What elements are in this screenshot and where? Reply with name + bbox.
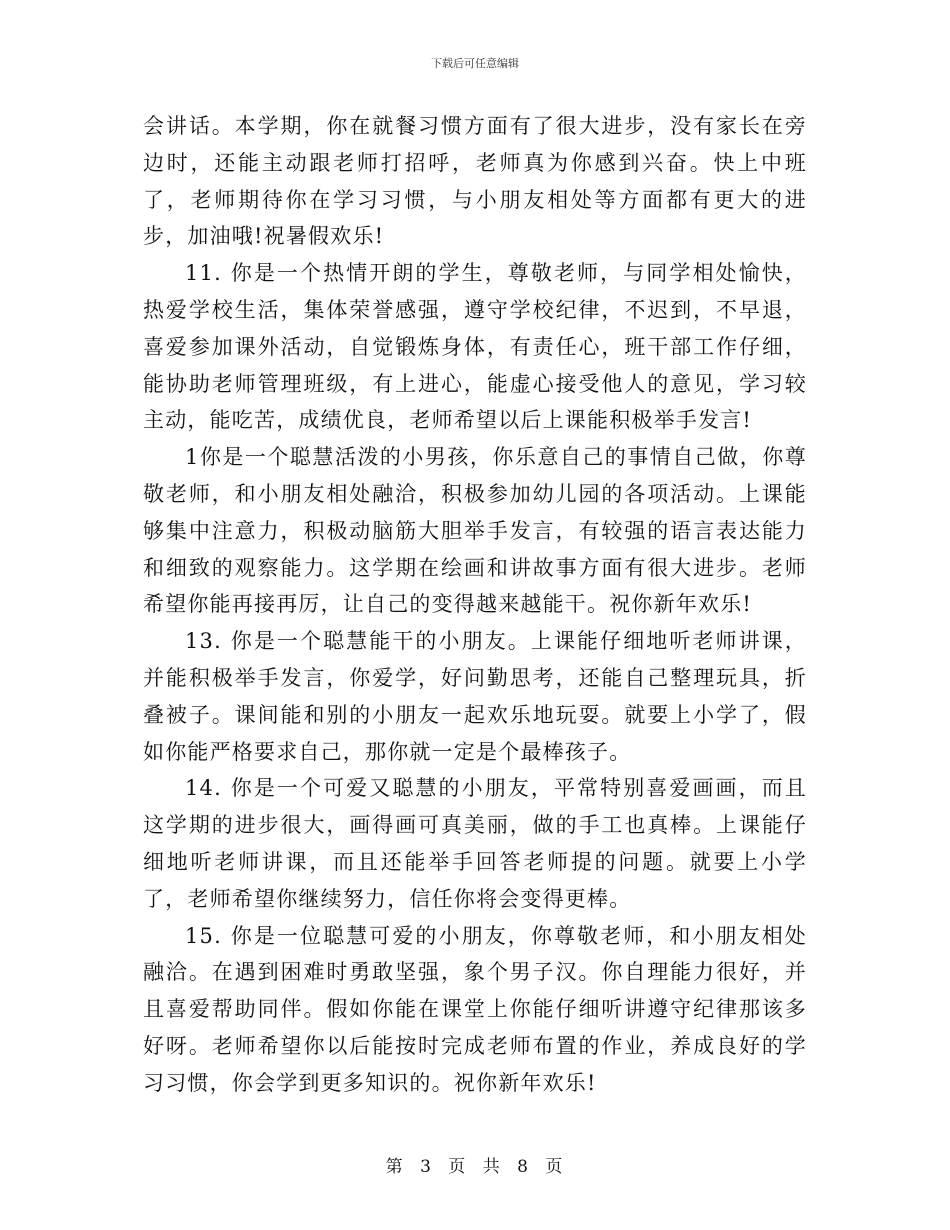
paragraph-15: 15. 你是一位聪慧可爱的小朋友，你尊敬老师，和小朋友相处融洽。在遇到困难时勇敢坚强，象个男子汉。你自理能力很好，并且喜爱帮助同伴。假如你能在课堂上你能仔细听讲遵守纪律那该多好呀。老师希望你以后能按时完成老师布置的作业，养成良好的学习习惯，你会学到更多知识的。祝你新年欢乐! bbox=[143, 923, 807, 1095]
paragraph-11: 11. 你是一个热情开朗的学生，尊敬老师，与同学相处愉快，热爱学校生活，集体荣誉感强，遵守学校纪律，不迟到，不早退，喜爱参加课外活动，自觉锻炼身体，有责任心，班干部工作仔细，能协助老师管理班级，有上进心，能虚心接受他人的意见，学习较主动，能吃苦，成绩优良，老师希望以后上课能积极举手发言! bbox=[143, 261, 807, 433]
paragraph-14: 14. 你是一个可爱又聪慧的小朋友，平常特别喜爱画画，而且这学期的进步很大，画得画可真美丽，做的手工也真棒。上课能仔细地听老师讲课，而且还能举手回答老师提的问题。就要上小学了，老师希望你继续努力，信任你将会变得更棒。 bbox=[143, 776, 807, 911]
page-header: 下载后可任意编辑 bbox=[431, 57, 519, 70]
paragraph-12: 1你是一个聪慧活泼的小男孩，你乐意自己的事情自己做，你尊敬老师，和小朋友相处融洽，积极参加幼儿园的各项活动。上课能够集中注意力，积极动脑筋大胆举手发言，有较强的语言表达能力和细致的观察能力。这学期在绘画和讲故事方面有很大进步。老师希望你能再接再厉，让自己的变得越来越能干。祝你新年欢乐! bbox=[143, 445, 807, 617]
paragraph-continuation: 会讲话。本学期，你在就餐习惯方面有了很大进步，没有家长在旁边时，还能主动跟老师打招呼，老师真为你感到兴奋。快上中班了，老师期待你在学习习惯，与小朋友相处等方面都有更大的进步，加油哦!祝暑假欢乐! bbox=[143, 114, 807, 249]
paragraph-13: 13. 你是一个聪慧能干的小朋友。上课能仔细地听老师讲课，并能积极举手发言，你爱学，好问勤思考，还能自己整理玩具，折叠被子。课间能和别的小朋友一起欢乐地玩耍。就要上小学了，假如你能严格要求自己，那你就一定是个最棒孩子。 bbox=[143, 629, 807, 764]
document-body bbox=[143, 108, 807, 1102]
page-number-footer: 第 3 页 共 8 页 bbox=[385, 1157, 565, 1177]
